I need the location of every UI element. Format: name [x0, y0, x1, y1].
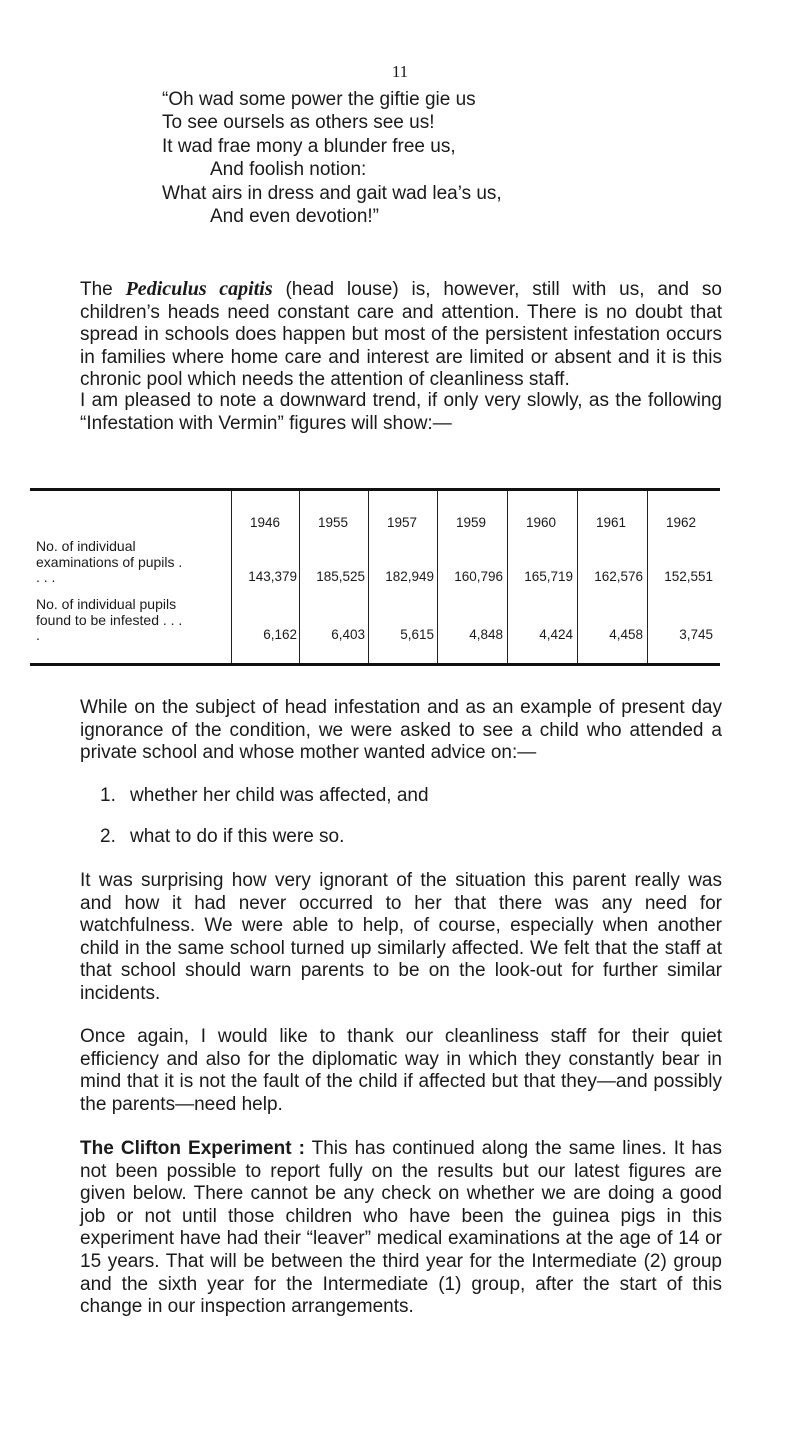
year-header: 1962 [665, 515, 697, 530]
examinations-value: 182,949 [385, 569, 434, 584]
paragraph-downward-trend: I am pleased to note a downward trend, if only very slowly, as the following “Infestation with Vermin” figures will show:— [80, 390, 722, 434]
examinations-value: 160,796 [454, 569, 503, 584]
row-label-examinations: No. of individual examinations of pupils . . . . [36, 538, 183, 585]
paragraph-text: This has continued along the same lines. It has not been possible to report fully on the results but our latest figures are given below. There cannot be any check on whether we are doing a good job or not until those children who have been the guinea pigs in this experiment have had their “leaver” medical examinations at the age of 14 or 15 years. That will be between the third year for the Intermediate (2) group and the sixth year for the Intermediate (1) group, after the start of this change in our inspection arrangements. [80, 1138, 722, 1318]
infested-value: 6,162 [263, 627, 297, 642]
infested-value: 4,458 [609, 627, 643, 642]
examinations-value: 152,551 [664, 569, 713, 584]
vermin-infestation-table [30, 488, 720, 666]
list-number: 1. [100, 785, 116, 806]
year-header: 1960 [525, 515, 557, 530]
paragraph-text: (head louse) is, however, still with us, and so children’s heads need constant care and attention. There is no doubt that spread in schools does happen but most of the persistent infestation occurs in families where home care and interest are limited or absent and it is this chronic pool which needs the attention of cleanliness staff. [80, 279, 722, 391]
infested-value: 4,424 [539, 627, 573, 642]
year-header: 1961 [595, 515, 627, 530]
paragraph-private-school: While on the subject of head infestation and as an example of present day ignorance of the condition, we were asked to see a child who attended a private school and whose mother wanted advice on:— [80, 697, 722, 764]
poem-line: And even devotion!” [210, 206, 380, 228]
paragraph-pediculus [80, 278, 722, 392]
paragraph-prefix: The [80, 279, 126, 300]
poem-line: What airs in dress and gait wad lea’s us, [162, 182, 502, 204]
infested-value: 3,745 [679, 627, 713, 642]
year-header: 1955 [317, 515, 349, 530]
list-item [100, 826, 344, 848]
infested-value: 5,615 [400, 627, 434, 642]
row-label-infested: No. of individual pupils found to be infested . . . . [36, 596, 183, 643]
poem-line: “Oh wad some power the giftie gie us [162, 89, 476, 110]
poem-line: And foolish notion: [210, 159, 367, 181]
list-text: whether her child was affected, and [130, 785, 429, 806]
poem-line: It wad frae mony a blunder free us, [162, 135, 456, 157]
page-number: 11 [391, 62, 409, 81]
year-header: 1946 [249, 515, 281, 530]
paragraph-clifton-experiment [80, 1138, 722, 1319]
infested-value: 4,848 [469, 627, 503, 642]
year-header: 1959 [455, 515, 487, 530]
list-item [100, 785, 429, 807]
examinations-value: 162,576 [594, 569, 643, 584]
paragraph-thanks: Once again, I would like to thank our cleanliness staff for their quiet efficiency and also for the diplomatic way in which they constantly bear in mind that it is not the fault of the child if affected but that they—and possibly the parents—need help. [80, 1026, 722, 1115]
list-text: what to do if this were so. [130, 826, 345, 847]
year-header: 1957 [386, 515, 418, 530]
list-number: 2. [100, 826, 116, 847]
examinations-value: 165,719 [524, 569, 573, 584]
infested-value: 6,403 [331, 627, 365, 642]
examinations-value: 143,379 [248, 569, 297, 584]
species-name: Pediculus capitis [125, 278, 273, 300]
paragraph-ignorant-parent: It was surprising how very ignorant of the situation this parent really was and how it had never occurred to her that there was any need for watchfulness. We were able to help, of course, especially when another child in the same school turned up similarly affected. We felt that the staff at that school should warn parents to be on the look-out for further similar incidents. [80, 870, 722, 1004]
clifton-heading: The Clifton Experiment : [80, 1138, 305, 1159]
poem-line: To see oursels as others see us! [162, 112, 435, 134]
poem-quote [162, 88, 502, 228]
examinations-value: 185,525 [316, 569, 365, 584]
